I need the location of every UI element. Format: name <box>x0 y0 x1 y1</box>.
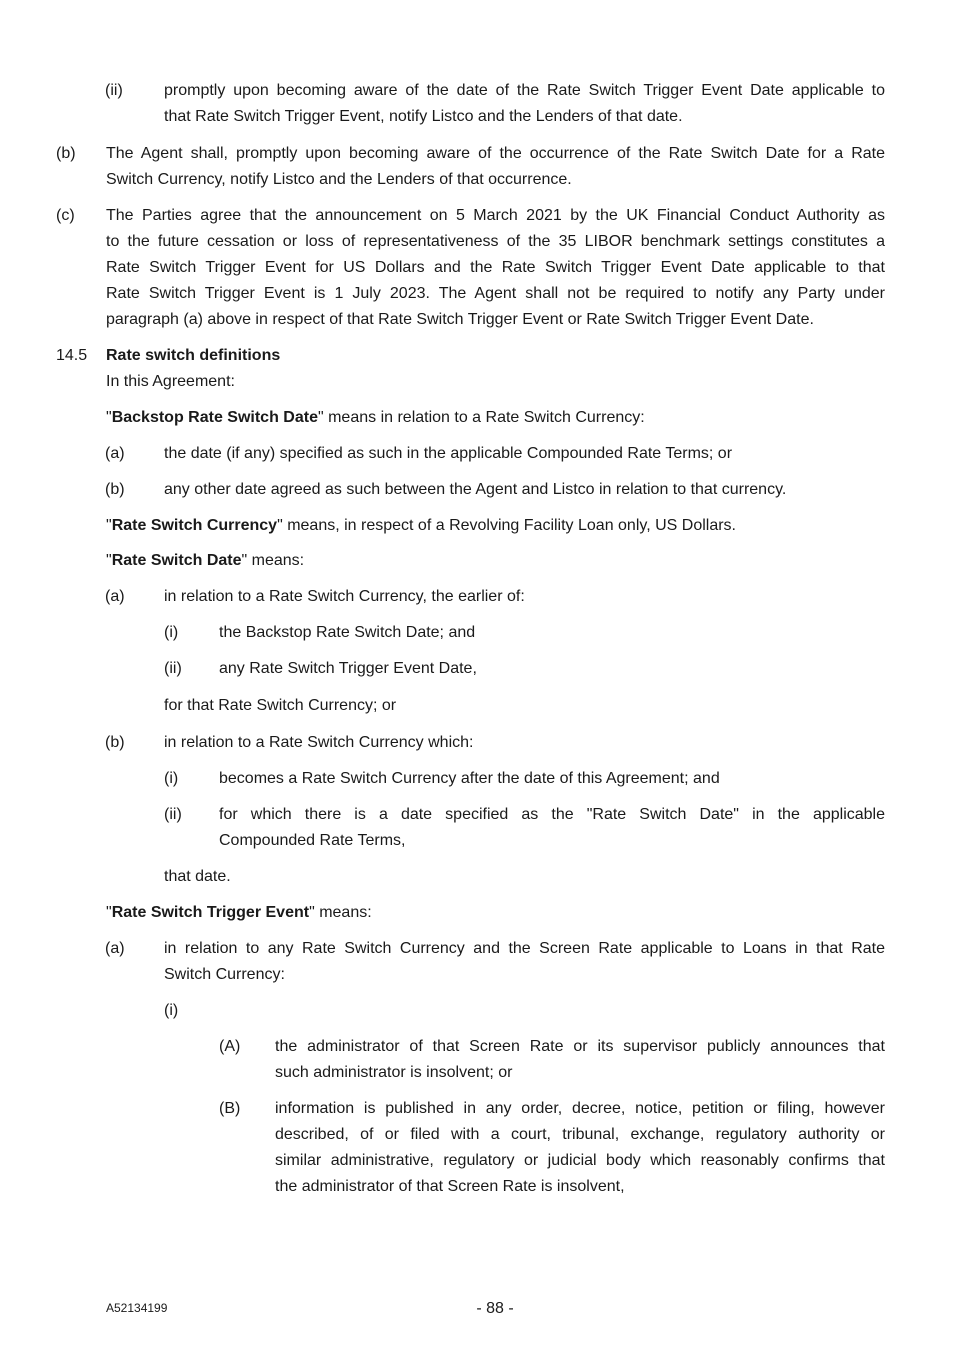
paragraph-line: Compounded Rate Terms, <box>219 832 406 849</box>
paragraph-line: Switch Currency: <box>164 966 285 983</box>
list-label: (ii) <box>164 806 182 823</box>
document-reference: A52134199 <box>106 1301 168 1315</box>
list-label: (a) <box>105 445 125 462</box>
list-label: (i) <box>164 1002 179 1019</box>
definition-text: " means, in respect of a Revolving Facility Loan only, US Dollars. <box>277 517 736 534</box>
list-label: (a) <box>105 588 125 605</box>
paragraph-line: that date. <box>164 868 231 885</box>
page-number: - 88 - <box>476 1300 514 1317</box>
definition-line: "Rate Switch Trigger Event" means: <box>106 904 372 921</box>
list-label: (a) <box>105 940 125 957</box>
paragraph-line: that Rate Switch Trigger Event, notify Listco and the Lenders of that date. <box>164 108 683 125</box>
list-label: (i) <box>164 624 179 641</box>
paragraph-line: in relation to any Rate Switch Currency and the Screen Rate applicable to Loans in that Rate <box>164 940 885 957</box>
defined-term: Rate Switch Date <box>111 552 242 569</box>
list-label: (A) <box>219 1038 241 1055</box>
paragraph-line: for that Rate Switch Currency; or <box>164 697 397 714</box>
list-label: (b) <box>105 734 125 751</box>
paragraph-line: the administrator of that Screen Rate is insolvent, <box>275 1178 625 1195</box>
defined-term: Backstop Rate Switch Date <box>111 409 318 426</box>
list-label: (b) <box>105 481 125 498</box>
paragraph-line: the date (if any) specified as such in the applicable Compounded Rate Terms; or <box>164 445 733 462</box>
list-label: (B) <box>219 1100 241 1117</box>
paragraph-line: the Backstop Rate Switch Date; and <box>219 624 476 641</box>
definition-text: " means in relation to a Rate Switch Currency: <box>317 409 645 426</box>
paragraph-line: Rate Switch Trigger Event for US Dollars and the Rate Switch Trigger Event Date applicable to that <box>106 259 885 276</box>
paragraph-line: in relation to a Rate Switch Currency, the earlier of: <box>164 588 525 605</box>
definition-line: "Rate Switch Date" means: <box>106 552 305 569</box>
paragraph-line: to the future cessation or loss of representativeness of the 35 LIBOR benchmark settings constitutes a <box>106 233 885 250</box>
paragraph-line: for which there is a date specified as the "Rate Switch Date" in the applicable <box>219 806 885 823</box>
paragraph-line: The Parties agree that the announcement on 5 March 2021 by the UK Financial Conduct Authority as <box>106 207 885 224</box>
section-title: Rate switch definitions <box>106 347 281 364</box>
definition-text: " means: <box>309 904 372 921</box>
paragraph-line: In this Agreement: <box>106 373 235 390</box>
paragraph-line: such administrator is insolvent; or <box>275 1064 513 1081</box>
definition-text: " means: <box>241 552 305 569</box>
list-label: (c) <box>56 207 75 224</box>
paragraph-line: any other date agreed as such between the Agent and Listco in relation to that currency. <box>164 481 787 498</box>
definition-line: "Rate Switch Currency" means, in respect of a Revolving Facility Loan only, US Dollars. <box>106 517 736 534</box>
defined-term: Rate Switch Currency <box>111 517 278 534</box>
paragraph-line: similar administrative, regulatory or judicial body which reasonably confirms that <box>275 1152 885 1169</box>
list-label: (b) <box>56 145 76 162</box>
list-label: (ii) <box>164 660 182 677</box>
paragraph-line: Rate Switch Trigger Event is 1 July 2023. The Agent shall not be required to notify any Party under <box>106 285 885 302</box>
paragraph-line: any Rate Switch Trigger Event Date, <box>219 660 477 677</box>
paragraph-line: the administrator of that Screen Rate or its supervisor publicly announces that <box>275 1038 885 1055</box>
list-label: (ii) <box>105 82 123 99</box>
paragraph-line: promptly upon becoming aware of the date of the Rate Switch Trigger Event Date applicable to <box>164 82 885 99</box>
section-number: 14.5 <box>56 347 88 364</box>
paragraph-line: paragraph (a) above in respect of that Rate Switch Trigger Event or Rate Switch Trigger Event Date. <box>106 311 814 328</box>
paragraph-line: in relation to a Rate Switch Currency which: <box>164 734 474 751</box>
paragraph-line: described, of or filed with a court, tribunal, exchange, regulatory authority or <box>275 1126 885 1143</box>
paragraph-line: The Agent shall, promptly upon becoming aware of the occurrence of the Rate Switch Date for a Rate <box>106 145 885 162</box>
defined-term: Rate Switch Trigger Event <box>111 904 310 921</box>
paragraph-line: Switch Currency, notify Listco and the Lenders of that occurrence. <box>106 171 572 188</box>
paragraph-line: information is published in any order, decree, notice, petition or filing, however <box>275 1100 885 1117</box>
definition-line: "Backstop Rate Switch Date" means in relation to a Rate Switch Currency: <box>106 409 645 426</box>
list-label: (i) <box>164 770 179 787</box>
paragraph-line: becomes a Rate Switch Currency after the date of this Agreement; and <box>219 770 720 787</box>
